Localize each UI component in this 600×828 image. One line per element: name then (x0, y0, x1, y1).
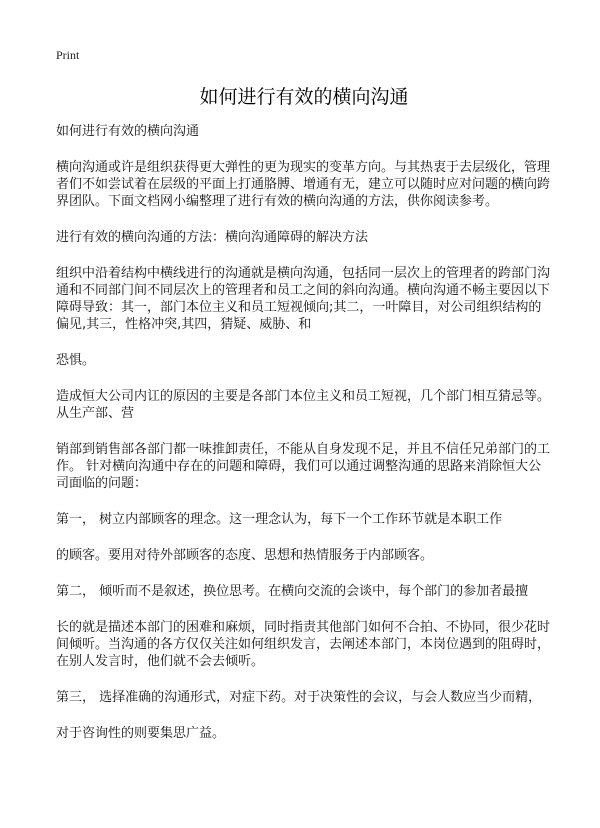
paragraph-definition: 组织中沿着结构中横线进行的沟通就是横向沟通，包括同一层次上的管理者的跨部门沟通和不同部门间不同层次上的管理者和员工之间的斜向沟通。横向沟通不畅主要因以下障碍导致：其一，部门本位主义和员工短视倾向;其二，一叶障目，对公司组织结构的偏见,其三，性格冲突,其四，猜疑、威胁、和 (56, 266, 551, 332)
paragraph-intro: 横向沟通或许是组织获得更大弹性的更为现实的变革方向。与其热衷于去层级化，管理者们不如尝试着在层级的平面上打通胳膊、增通有无，建立可以随时应对问题的横向跨界团队。下面文档网小编整理了进行有效的横向沟通的方法，供你阅读参考。 (56, 160, 551, 209)
paragraph-second-point-cont: 长的就是描述本部门的困难和麻烦，同时指责其他部门如何不合拍、不协同，很少花时间倾听。当沟通的各方仅仅关注如何组织发言，去阐述本部门，本岗位遇到的阻碍时，在别人发言时，他们就不会去倾听。 (56, 620, 551, 669)
paragraph-cause: 造成恒大公司内讧的原因的主要是各部门本位主义和员工短视，几个部门相互猜忌等。从生产部、营 (56, 389, 551, 421)
page-title: 如何进行有效的横向沟通 (199, 86, 409, 108)
paragraph-third-point-cont: 对于咨询性的则要集思广益。 (56, 726, 226, 741)
paragraph-sales: 销部到销售部各部门都一味推卸责任，不能从自身发现不足，并且不信任兄弟部门的工作。 针对横向沟通中存在的问题和障碍，我们可以通过调整沟通的思路来消除恒大公司面临的问题： (56, 442, 551, 491)
paragraph-third-point: 第三， 选择准确的沟通形式，对症下药。对于决策性的会议，与会人数应当少而精， (56, 690, 542, 705)
paragraph-subtitle: 如何进行有效的横向沟通 (56, 124, 200, 139)
print-link[interactable]: Print (56, 48, 80, 62)
paragraph-section-heading: 进行有效的横向沟通的方法：横向沟通障碍的解决方法 (56, 230, 369, 245)
paragraph-first-point: 第一， 树立内部顾客的理念。这一理念认为，每下一个工作环节就是本职工作 (56, 512, 503, 527)
paragraph-fear: 恐惧。 (56, 353, 96, 368)
paragraph-first-point-cont: 的顾客。要用对待外部顾客的态度、思想和热情服务于内部顾客。 (56, 548, 434, 563)
paragraph-second-point: 第二， 倾听而不是叙述，换位思考。在横向交流的会谈中，每个部门的参加者最擅 (56, 584, 529, 599)
